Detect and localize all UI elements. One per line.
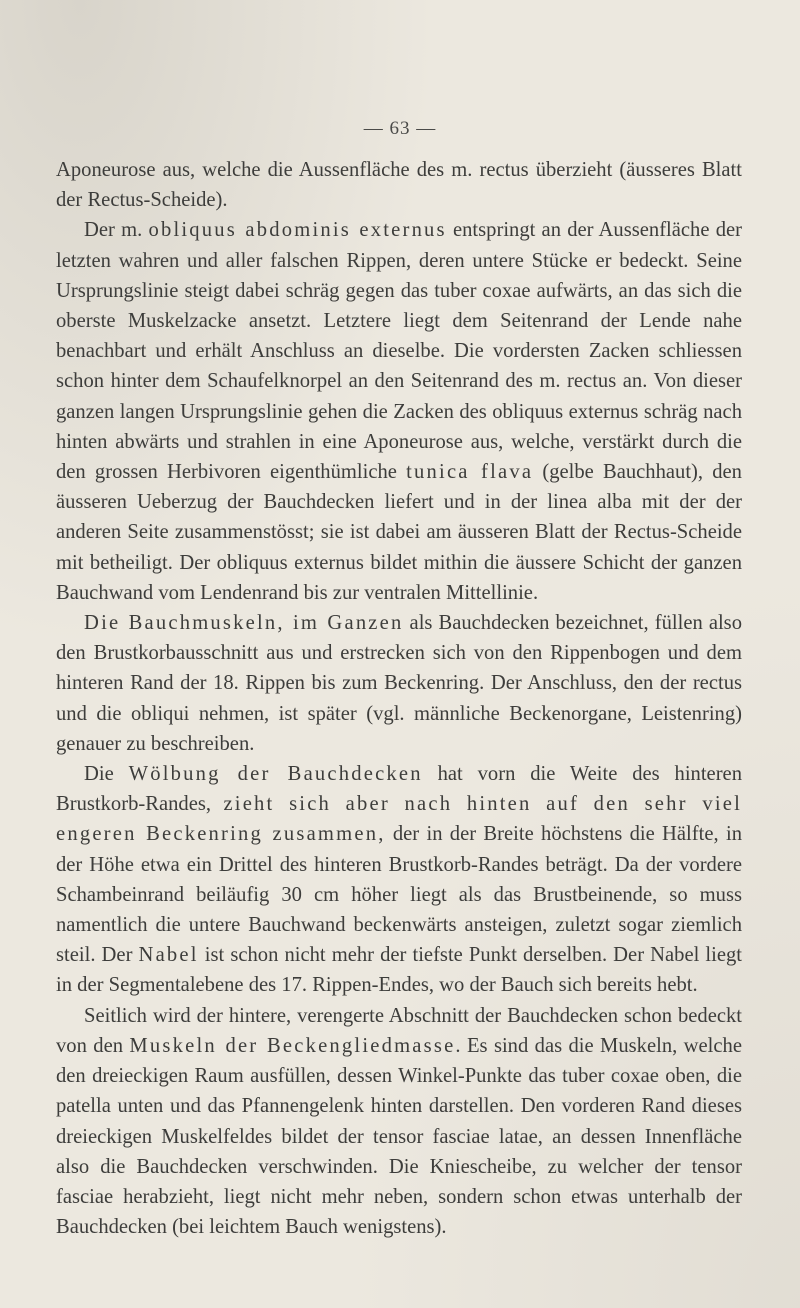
text-run: Aponeurose aus, welche die Aussenfläche des m. rectus überzieht (äusseres Blatt der Rectus-Scheide). <box>56 159 742 212</box>
spaced-term: Nabel <box>138 944 199 967</box>
paragraph <box>56 215 742 608</box>
text-run: entspringt an der Aussenfläche der letzten wahren und aller falschen Rippen, deren untere Stücke er bedeckt. Seine Ursprungslinie steigt dabei schräg gegen das tuber coxae aufwärts, an das sich die oberste Muskelzacke ansetzt. Letztere liegt dem Seitenrand der Lende nahe benachbart und erhält Anschluss an dieselbe. Die vordersten Zacken schliessen schon hinter dem Schaufelknorpel an den Seitenrand des m. rectus an. Von dieser ganzen langen Ursprungslinie gehen die Zacken des obliquus externus schräg nach hinten abwärts und strahlen in eine Aponeurose aus, welche, verstärkt durch die den grossen Herbivoren eigenthümliche <box>56 219 742 484</box>
spaced-term: Die Bauchmuskeln, im Ganzen <box>84 612 404 635</box>
spaced-term: Muskeln der Beckengliedmasse <box>129 1034 456 1057</box>
paragraph <box>56 155 742 215</box>
paragraph <box>56 759 742 1001</box>
text-run: Der m. <box>84 219 149 242</box>
text-run: Die <box>84 763 129 786</box>
text-run: der in der Breite höchstens die Hälfte, in der Höhe etwa ein Drittel des hinteren Brustkorb-Randes beträgt. Da der vordere Schambeinrand beiläufig 30 cm höher liegt als das Brustbeinende, so muss namentlich die untere Bauchwand beckenwärts ansteigen, zuletzt sogar ziemlich steil. Der <box>56 823 742 967</box>
text-run: hat vorn die Weite des hinteren Brustkorb-Randes, <box>56 763 742 816</box>
text-run: als Bauchdecken bezeichnet, füllen also den Brustkorbausschnitt aus und erstrecken sich von den Rippenbogen und dem hinteren Rand der 18. Rippen bis zum Beckenring. Der Anschluss, den der rectus und die obliqui nehmen, ist später (vgl. männliche Beckenorgane, Leistenring) genauer zu beschreiben. <box>56 612 742 755</box>
text-run: ist schon nicht mehr der tiefste Punkt derselben. Der Nabel liegt in der Segmentalebene des 17. Rippen-Endes, wo der Bauch sich bereits hebt. <box>56 944 742 997</box>
paragraph <box>56 1001 742 1243</box>
text-run: . Es sind das die Muskeln, welche den dreieckigen Raum ausfüllen, dessen Winkel-Punkte das tuber coxae oben, die patella unten und das Pfannengelenk hinten darstellen. Den vorderen Rand dieses dreieckigen Muskelfeldes bildet der tensor fasciae latae, an dessen Innenfläche also die Bauchdecken verschwinden. Die Kniescheibe, zu welcher der tensor fasciae herabzieht, liegt nicht mehr neben, sondern schon etwas unterhalb der Bauchdecken (bei leichtem Bauch wenigstens). <box>56 1034 742 1239</box>
paragraph <box>56 608 742 759</box>
spaced-term: tunica flava <box>406 461 534 484</box>
spaced-term: zieht sich aber nach hinten auf den sehr viel engeren Beckenring zusammen, <box>56 793 743 846</box>
spaced-term: obliquus abdominis externus <box>148 219 447 242</box>
body-text <box>56 155 742 1242</box>
text-run: (gelbe Bauchhaut), den äusseren Ueberzug der Bauchdecken liefert und in der linea alba mit der der anderen Seite zusammenstösst; sie ist dabei am äusseren Blatt der Rectus-Scheide mit betheiligt. Der obliquus externus bildet mithin die äussere Schicht der ganzen Bauchwand vom Lendenrand bis zur ventralen Mittellinie. <box>56 461 742 604</box>
spaced-term: Wölbung der Bauchdecken <box>128 763 423 786</box>
page-number: — 63 — <box>363 118 437 139</box>
text-run: Seitlich wird der hintere, verengerte Abschnitt der Bauchdecken schon bedeckt von den <box>56 1004 742 1057</box>
